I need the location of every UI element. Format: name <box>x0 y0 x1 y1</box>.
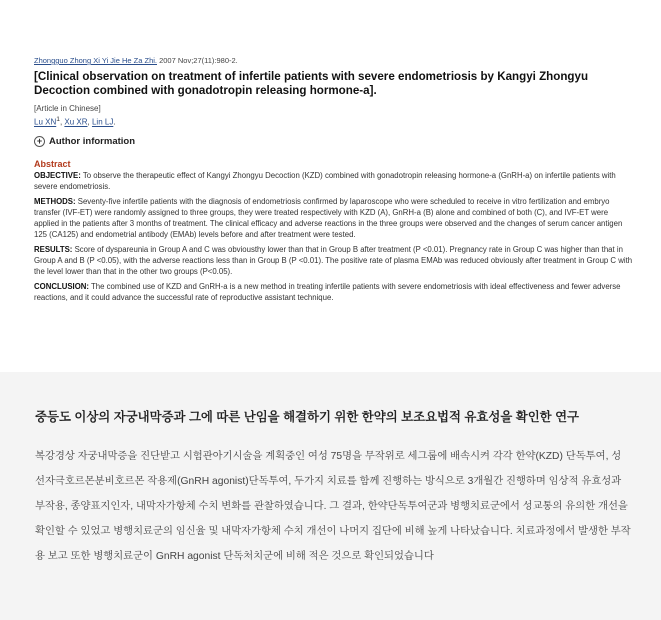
section-label: OBJECTIVE: <box>34 170 81 180</box>
author-information-label: Author information <box>49 135 136 147</box>
korean-summary-panel <box>0 372 661 620</box>
author-list: Lu $XN^1$, Xu XR, Lin LJ. <box>34 116 116 127</box>
section-text: Score of dyspareunia in Group A and C was obviousthy lower than that in Group B after treatment (P <0.01). Pregnancy rate in Group C was higher than that in Group A and B (P <0.05), with the adverse reactions less than in Group B (P <0.01). The positive rate of plasma EMAb was reduced obviously after treatment in Group C with the level lower than that in the other two groups (P<0.05). <box>34 244 633 276</box>
abstract-objective <box>34 170 634 192</box>
author-link[interactable]: Xu XR <box>64 117 88 127</box>
section-text: The combined use of KZD and GnRH-a is a new method in treating infertile patients with severe endometriosis with ideal effectiveness and fewer adverse reactions, and it could advance the successful rate of reproductive assistant technique. <box>34 281 621 302</box>
author-affiliation-mark: 1 <box>56 116 60 123</box>
abstract-conclusion <box>34 281 634 303</box>
section-label: METHODS: <box>34 196 76 206</box>
section-text: Seventy-five infertile patients with the diagnosis of endometriosis confirmed by laparoscope who were scheduled to receive in vitro fertilization and embryo transfer (IVF-ET) were randomly assigned to three groups, they were treated respectively with KZD (A), GnRH-a (B) alone and combined of both (C), and IVF-ET were applied in the patients after 3 months of treatment. The clinical efficacy and adverse reactions in the three groups were observed and the changes of serum cancer antigen 125 (CA125) and endometrial antibody (EMAb) levels before and after treatment were tested. <box>34 196 623 239</box>
author-link[interactable]: Lin LJ <box>91 117 114 127</box>
abstract-results <box>34 244 634 277</box>
section-label: RESULTS: <box>34 244 73 254</box>
citation-details: 2007 Nov;27(11):980-2. <box>157 56 238 65</box>
citation <box>34 56 634 65</box>
article-language-note: [Article in Chinese] <box>34 104 101 113</box>
article-title: [Clinical observation on treatment of infertile patients with severe endometriosis by Kangyi Zhongyu Decoction combined with gonadotropin releasing hormone-a]. <box>34 70 589 97</box>
abstract-heading: Abstract <box>34 158 71 169</box>
expand-plus-icon: + <box>34 136 45 147</box>
journal-link[interactable]: Zhongguo Zhong Xi Yi Jie He Za Zhi. <box>34 56 157 65</box>
section-label: CONCLUSION: <box>34 281 90 291</box>
section-text: To observe the therapeutic effect of Kangyi Zhongyu Decoction (KZD) combined with gonadotropin releasing hormone-a (GnRH-a) on infertile patients with severe endometriosis. <box>34 170 616 191</box>
pubmed-abstract <box>34 56 634 307</box>
author-information-toggle[interactable] <box>34 136 634 147</box>
summary-title: 중등도 이상의 자궁내막증과 그에 따른 난임을 해결하기 위한 한약의 보조요법적 유효성을 확인한 연구 <box>35 410 580 424</box>
author-link[interactable]: Lu XN <box>34 117 57 127</box>
abstract-methods <box>34 196 634 240</box>
summary-body: 복강경상 자궁내막증을 진단받고 시험관아기시술을 계획중인 여성 75명을 무작위로 세그룹에 배속시켜 각각 한약(KZD) 단독투여, 성선자극호르몬분비호르몬 작용제(GnRH agonist)단독투여, 두가지 치료를 함께 진행하는 방식으로 3개월간 진행하며 임상적 유효성과 부작용, 종양표지인자, 내막자가항체 수치 변화를 관찰하였습니다. 그 결과, 한약단독투여군과 병행치료군에서 성교통의 유의한 개선을 확인할 수 있었고 병행치료군의 임신율 및 내막자가항체 수치 개선이 나머지 집단에 비해 높게 나타났습니다. 치료과정에서 발생한 부작용 보고 또한 병행치료군이 GnRH agonist 단독처치군에 비해 적은 것으로 확인되었습니다 <box>35 451 631 562</box>
